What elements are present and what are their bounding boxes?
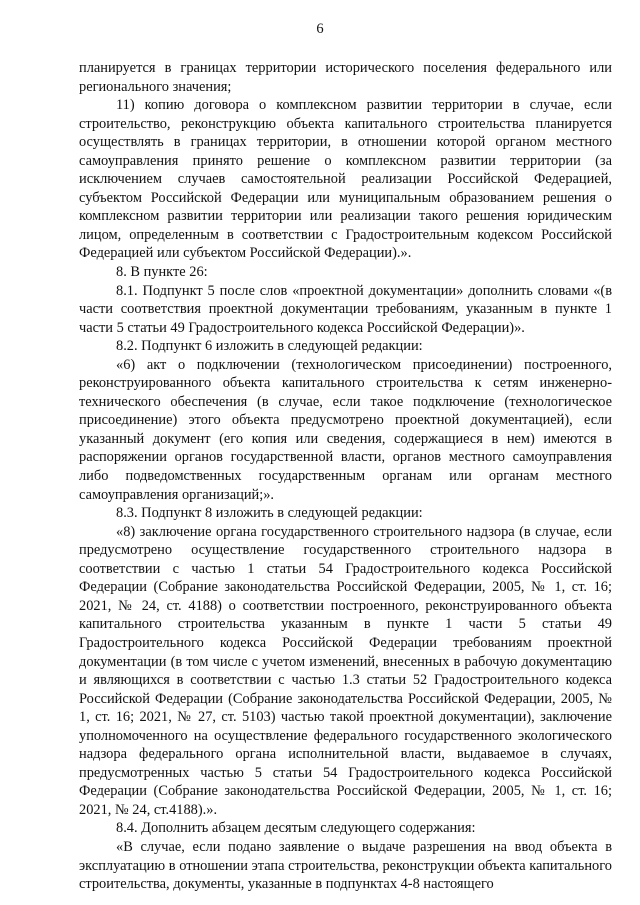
paragraph-8-1: 8.1. Подпункт 5 после слов «проектной документации» дополнить словами «(в части соответствия проектной документации требованиям, указанным в пункте 1 части 5 статьи 49 Градостроительного кодекса Российской Федерации)».: [79, 282, 612, 336]
document-body: [79, 59, 612, 894]
paragraph-8-3: 8.3. Подпункт 8 изложить в следующей редакции:: [116, 505, 423, 522]
paragraph-continuation: планируется в границах территории исторического поселения федерального или регионального значения;: [79, 60, 612, 95]
paragraph-point-8: 8. В пункте 26:: [116, 264, 208, 281]
paragraph-8-2: 8.2. Подпункт 6 изложить в следующей редакции:: [116, 338, 423, 355]
page-number: 6: [316, 21, 324, 37]
paragraph-subitem-8: «8) заключение органа государственного строительного надзора (в случае, если предусмотрено осуществление государственного строительного надзора в соответствии с частью 1 статьи 54 Градостроительного кодекса Российской Федерации (Собрание законодательства Российской Федерации, 2005, № 1, ст. 16; 2021, № 24, ст. 4188) о соответствии построенного, реконструированного объекта капитального строительства указанным в пункте 1 части 5 статьи 49 Градостроительного кодекса Российской Федерации требованиям проектной документации (в том числе с учетом изменений, внесенных в рабочую документацию и являющихся в соответствии с частью 1.3 статьи 52 Градостроительного кодекса Российской Федерации (Собрание законодательства Российской Федерации, 2005, № 1, ст. 16; 2021, № 27, ст. 5103) частью такой проектной документации), заключение уполномоченного на осуществление федерального государственного экологического надзора федерального органа исполнительной власти, выдаваемое в случаях, предусмотренных частью 5 статьи 54 Градостроительного кодекса Российской Федерации (Собрание законодательства Российской Федерации, 2005, № 1, ст. 16; 2021, № 24, ст.4188).».: [79, 523, 612, 818]
paragraph-item-11: 11) копию договора о комплексном развитии территории в случае, если строительство, реконструкцию объекта капитального строительства планируется осуществлять в границах территории, в отношении которой органом местного самоуправления принято решение о комплексном развитии территории (за исключением случаев самостоятельной реализации Российской Федерацией, субъектом Российской Федерации или муниципальным образованием решения о комплексном развитии территории или реализации такого решения юридическим лицом, определенным в соответствии с Градостроительным кодексом Российской Федерацией или субъектом Российской Федерации).».: [79, 97, 612, 262]
paragraph-subitem-6: «6) акт о подключении (технологическом присоединении) построенного, реконструированного объекта капитального строительства к сетям инженерно-технического обеспечения (в случае, если такое подключение (технологическое присоединение) этого объекта предусмотрено проектной документацией), если указанный документ (его копия или сведения, содержащиеся в нем) имеются в распоряжении органов государственной власти, органов местного самоуправления либо подведомственных государственным органам или органам местного самоуправления организаций;».: [79, 356, 612, 503]
paragraph-tenth-abzac: «В случае, если подано заявление о выдаче разрешения на ввод объекта в эксплуатацию в отношении этапа строительства, реконструкции объекта капитального строительства, документы, указанные в подпунктах 4-8 настоящего: [79, 838, 612, 893]
paragraph-8-4: 8.4. Дополнить абзацем десятым следующего содержания:: [116, 820, 476, 837]
